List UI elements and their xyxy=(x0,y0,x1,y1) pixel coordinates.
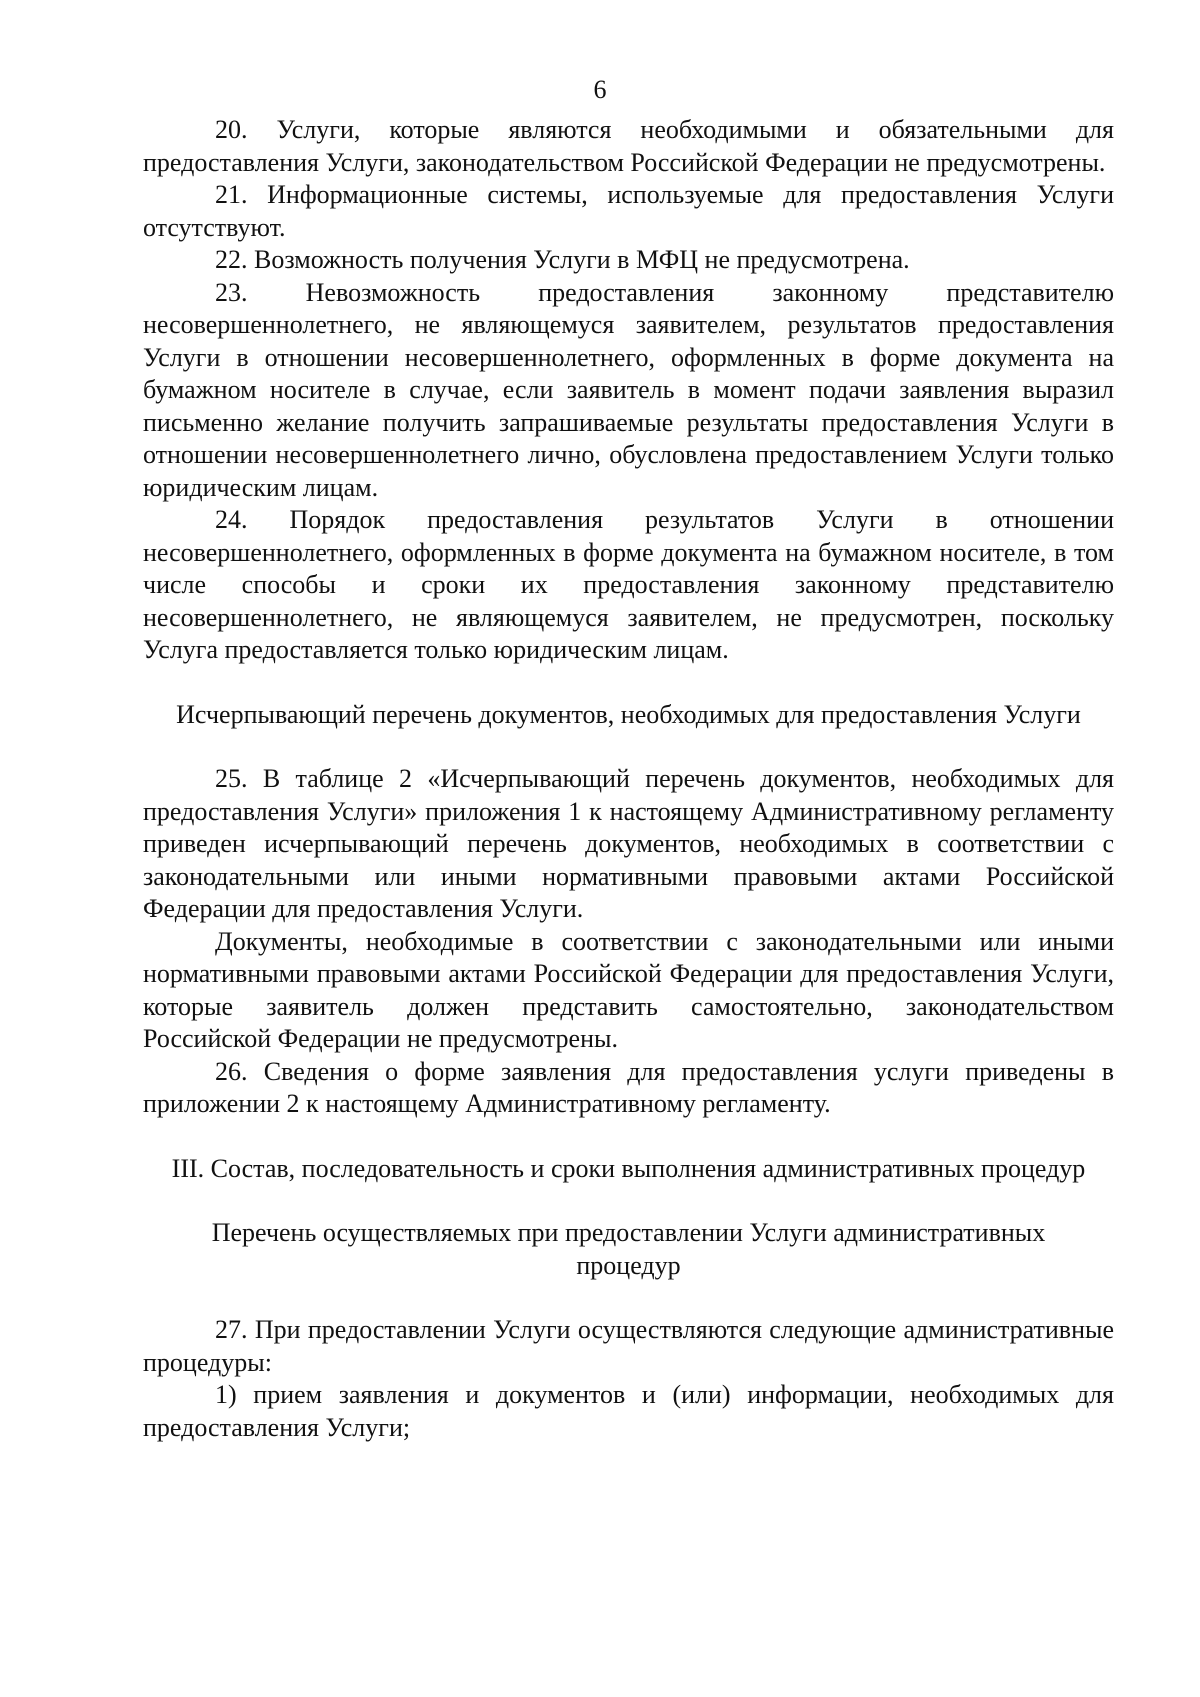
paragraph-23: 23. Невозможность предоставления законному представителю несовершеннолетнего, не являющемуся заявителем, результатов предоставления Услуги в отношении несовершеннолетнего, оформленных в форме документа на бумажном носителе в случае, если заявитель в момент подачи заявления выразил письменно желание получить запрашиваемые результаты предоставления Услуги в отношении несовершеннолетнего лично, обусловлена предоставлением Услуги только юридическим лицам. xyxy=(143,277,1114,502)
section-heading-procedures: Перечень осуществляемых при предоставлении Услуги административных процедур xyxy=(211,1218,1046,1280)
paragraph-24: 24. Порядок предоставления результатов Услуги в отношении несовершеннолетнего, оформленных в форме документа на бумажном носителе, в том числе способы и сроки их предоставления законному представителю несовершеннолетнего, не являющемуся заявителем, не предусмотрен, поскольку Услуга предоставляется только юридическим лицам. xyxy=(143,505,1114,664)
paragraph-22: 22. Возможность получения Услуги в МФЦ не предусмотрена. xyxy=(215,245,910,274)
document-body xyxy=(143,114,1114,1444)
chapter-heading-iii: III. Состав, последовательность и сроки выполнения административных процедур xyxy=(171,1153,1086,1183)
paragraph-21: 21. Информационные системы, используемые для предоставления Услуги отсутствуют. xyxy=(143,180,1114,242)
paragraph-25: 25. В таблице 2 «Исчерпывающий перечень документов, необходимых для предоставления Услуги» приложения 1 к настоящему Административному регламенту приведен исчерпывающий перечень документов, необходимых в соответствии с законодательными или иными нормативными правовыми актами Российской Федерации для предоставления Услуги. xyxy=(143,764,1114,923)
paragraph-documents-note: Документы, необходимые в соответствии с законодательными или иными нормативными правовыми актами Российской Федерации для предоставления Услуги, которые заявитель должен представить самостоятельно, законодательством Российской Федерации не предусмотрены. xyxy=(143,926,1114,1053)
paragraph-27: 27. При предоставлении Услуги осуществляются следующие административные процедуры: xyxy=(143,1315,1114,1377)
paragraph-20: 20. Услуги, которые являются необходимыми и обязательными для предоставления Услуги, законодательством Российской Федерации не предусмотрены. xyxy=(143,115,1114,177)
page-number: 6 xyxy=(593,75,607,104)
list-item-1: 1) прием заявления и документов и (или) информации, необходимых для предоставления Услуги; xyxy=(143,1380,1114,1442)
paragraph-26: 26. Сведения о форме заявления для предоставления услуги приведены в приложении 2 к настоящему Административному регламенту. xyxy=(143,1056,1114,1118)
section-heading-documents: Исчерпывающий перечень документов, необходимых для предоставления Услуги xyxy=(176,699,1081,729)
